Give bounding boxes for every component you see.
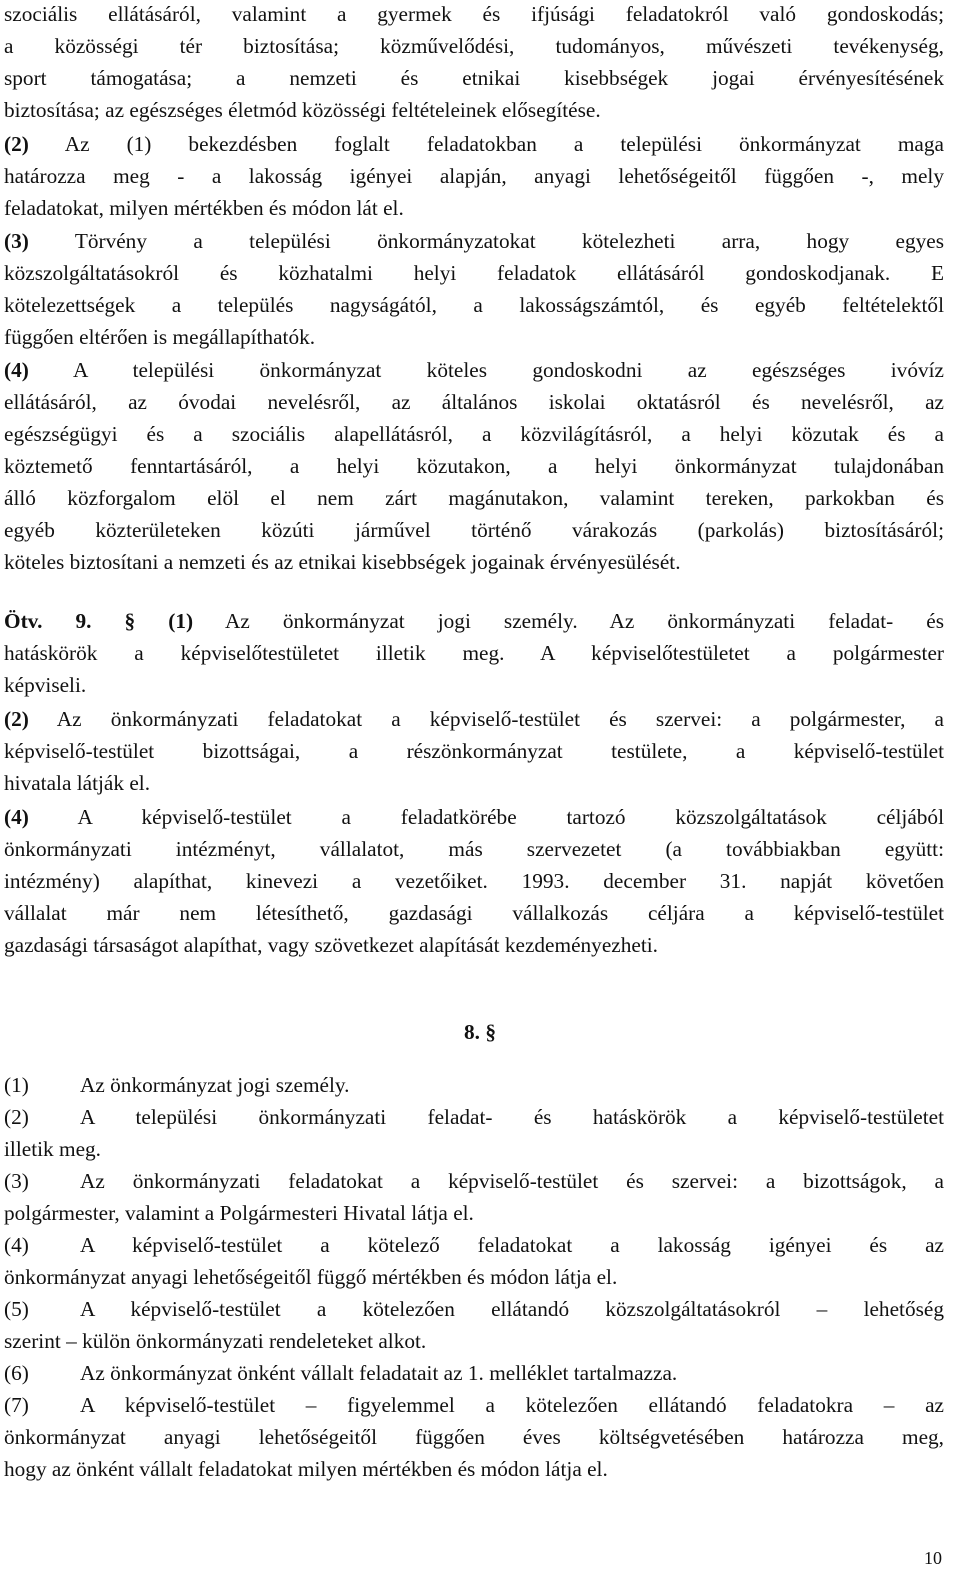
text-line: a közösségi tér biztosítása; közművelődési, tudományos, művészeti tevékenység, bbox=[4, 34, 944, 58]
item-text: A képviselő-testület a kötelező feladatokat a lakosság igényei és az bbox=[80, 1233, 944, 1257]
text-line: függően eltérően is megállapíthatók. bbox=[4, 325, 316, 349]
list-item bbox=[4, 1357, 944, 1389]
paragraph-number: (2) bbox=[4, 707, 29, 731]
text-line: ellátásáról, az óvodai nevelésről, az általános iskolai oktatásról és nevelésről, az bbox=[4, 390, 944, 414]
item-text: A települési önkormányzati feladat- és hatáskörök a képviselő-testületet bbox=[80, 1105, 944, 1129]
text-line: A települési önkormányzat köteles gondoskodni az egészséges ivóvíz bbox=[73, 358, 944, 382]
text-line: egészségügyi és a szociális alapellátásról, a közvilágításról, a helyi közutak és a bbox=[4, 422, 944, 446]
text-line: kötelezettségek a település nagyságától, a lakosságszámtól, és egyéb feltételektől bbox=[4, 293, 944, 317]
paragraph-number: (1) bbox=[168, 609, 194, 633]
list-item bbox=[4, 1293, 944, 1325]
item-number: (5) bbox=[4, 1297, 29, 1321]
item-text: A képviselő-testület a kötelezően ellátandó közszolgáltatásokról – lehetőség bbox=[80, 1297, 944, 1321]
text-line: hatáskörök a képviselőtestületet illetik meg. A képviselőtestületet a polgármester bbox=[4, 641, 944, 665]
item-number: (1) bbox=[4, 1073, 29, 1097]
paragraph-first-line bbox=[4, 801, 944, 833]
list-item bbox=[4, 1101, 944, 1133]
text-line: Az önkormányzat jogi személy. Az önkormányzati feladat- és bbox=[224, 609, 944, 633]
text-line: egyéb közterületeken közúti járművel történő várakozás (parkolás) biztosításáról; bbox=[4, 518, 944, 542]
text-line: feladatokat, milyen mértékben és módon lát el. bbox=[4, 196, 404, 220]
text-line: biztosítása; az egészséges életmód közösségi feltételeinek elősegítése. bbox=[4, 98, 601, 122]
text-line: szociális ellátásáról, valamint a gyermek és ifjúsági feladatokról való gondoskodás; bbox=[4, 2, 944, 26]
item-text: Az önkormányzat önként vállalt feladatait az 1. melléklet tartalmazza. bbox=[80, 1361, 678, 1385]
item-number: (3) bbox=[4, 1169, 29, 1193]
text-line: köztemető fenntartásáról, a helyi közutakon, a helyi önkormányzat tulajdonában bbox=[4, 454, 944, 478]
section-reference: Ötv. 9. § bbox=[4, 609, 136, 633]
item-number: (4) bbox=[4, 1233, 29, 1257]
item-text: A képviselő-testület – figyelemmel a kötelezően ellátandó feladatokra – az bbox=[80, 1393, 944, 1417]
text-line: önkormányzati intézményt, vállalatot, más szervezetet (a továbbiakban együtt: bbox=[4, 837, 944, 861]
list-item bbox=[4, 1165, 944, 1197]
paragraph-first-line bbox=[4, 703, 944, 735]
item-text: szerint – külön önkormányzati rendeleteket alkot. bbox=[4, 1329, 427, 1353]
paragraph-number: (3) bbox=[4, 229, 29, 253]
page-number: 10 bbox=[924, 1548, 942, 1568]
text-line: Az (1) bekezdésben foglalt feladatokban a települési önkormányzat maga bbox=[64, 132, 944, 156]
text-line: gazdasági társaságot alapíthat, vagy szövetkezet alapítását kezdeményezheti. bbox=[4, 933, 658, 957]
paragraph-number: (4) bbox=[4, 358, 29, 382]
item-text: polgármester, valamint a Polgármesteri Hivatal látja el. bbox=[4, 1201, 474, 1225]
item-text: önkormányzat anyagi lehetőségeitől függő mértékben és módon látja el. bbox=[4, 1265, 618, 1289]
section-heading: 8. § bbox=[464, 1020, 496, 1044]
paragraph-first-line bbox=[4, 128, 944, 160]
item-text: Az önkormányzati feladatokat a képviselő-testület és szervei: a bizottságok, a bbox=[80, 1169, 944, 1193]
text-line: Az önkormányzati feladatokat a képviselő-testület és szervei: a polgármester, a bbox=[56, 707, 944, 731]
text-line: A képviselő-testület a feladatkörébe tartozó közszolgáltatások céljából bbox=[77, 805, 944, 829]
paragraph-number: (4) bbox=[4, 805, 29, 829]
item-text: illetik meg. bbox=[4, 1137, 102, 1161]
paragraph-first-line bbox=[4, 354, 944, 386]
section-first-line bbox=[4, 605, 944, 637]
text-line: sport támogatása; a nemzeti és etnikai kisebbségek jogai érvényesítésének bbox=[4, 66, 944, 90]
item-number: (7) bbox=[4, 1393, 29, 1417]
text-line: képviselő-testület bizottságai, a részönkormányzat testülete, a képviselő-testület bbox=[4, 739, 944, 763]
item-text: hogy az önként vállalt feladatokat milyen mértékben és módon látja el. bbox=[4, 1457, 608, 1481]
paragraph-first-line bbox=[4, 225, 944, 257]
text-line: vállalat már nem létesíthető, gazdasági vállalkozás céljára a képviselő-testület bbox=[4, 901, 944, 925]
text-line: képviseli. bbox=[4, 673, 87, 697]
item-text: önkormányzat anyagi lehetőségeitől függően éves költségvetésében határozza meg, bbox=[4, 1425, 944, 1449]
item-number: (6) bbox=[4, 1361, 29, 1385]
text-line: intézmény) alapíthat, kinevezi a vezetőiket. 1993. december 31. napját követően bbox=[4, 869, 944, 893]
text-line: Törvény a települési önkormányzatokat kötelezheti arra, hogy egyes bbox=[74, 229, 944, 253]
paragraph-number: (2) bbox=[4, 132, 29, 156]
text-line: közszolgáltatásokról és közhatalmi helyi feladatok ellátásáról gondoskodjanak. E bbox=[4, 261, 944, 285]
text-line: álló közforgalom elöl el nem zárt magánutakon, valamint tereken, parkokban és bbox=[4, 486, 944, 510]
text-line: hivatala látják el. bbox=[4, 771, 151, 795]
list-item bbox=[4, 1389, 944, 1421]
item-number: (2) bbox=[4, 1105, 29, 1129]
list-item bbox=[4, 1229, 944, 1261]
text-line: határozza meg - a lakosság igényei alapján, anyagi lehetőségeitől függően -, mely bbox=[4, 164, 944, 188]
text-line: köteles biztosítani a nemzeti és az etnikai kisebbségek jogainak érvényesülését. bbox=[4, 550, 681, 574]
list-item bbox=[4, 1069, 944, 1101]
item-text: Az önkormányzat jogi személy. bbox=[80, 1073, 350, 1097]
